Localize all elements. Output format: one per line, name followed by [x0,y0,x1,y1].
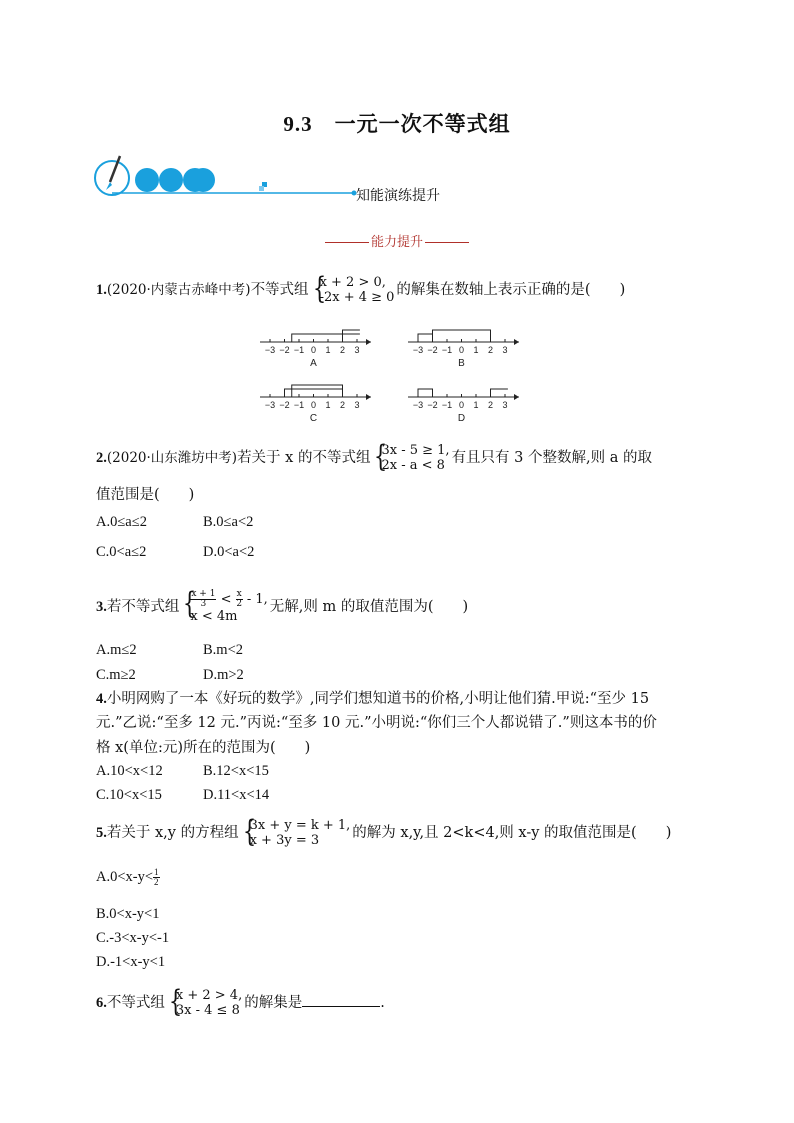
figure-label: D [457,413,466,424]
inequality-system: { x + 2 > 0, -2x + 4 ≥ 0 [312,271,395,306]
tick-label: −2 [427,400,438,410]
option-a[interactable]: A.m≤2 [96,642,137,658]
banner-graphic [92,152,372,204]
option-c[interactable]: C.10<x<15 [96,787,162,803]
system-line-2: -2x + 4 ≥ 0 [319,290,395,305]
section-title: 能力提升 [370,235,423,250]
solution-bracket [418,334,433,342]
question-text: 不等式组 [250,282,309,298]
question-4-line-1: 4.小明网购了一本《好玩的数学》,同学们想知道书的价格,小明让他们猜.甲说:“至少 15 [96,691,650,707]
arrow-icon [514,339,519,345]
tick-label: −3 [264,345,276,355]
tick-label: −1 [293,400,305,410]
question-text: 若关于 x,y 的方程组 [106,825,239,841]
arrow-icon [514,394,519,400]
question-2 [96,439,652,474]
tick-label: −1 [441,400,453,410]
question-text: 若关于 x 的不等式组 [237,450,371,466]
system-line-1: 3x - 5 ≥ 1, [381,443,450,458]
section-line-right [425,242,469,243]
banner-dot-2 [159,168,183,192]
system-line-1: 3x + y = k + 1, [249,818,351,833]
figure-label: C [309,413,318,424]
tick-label: 1 [473,345,479,355]
option-a[interactable]: A.0<x-y< $\frac{1}{2}$ [96,867,159,887]
question-text: 不等式组 [106,995,165,1011]
option-c[interactable]: C.m≥2 [96,667,136,683]
option-a[interactable]: A.10<x<12 [96,763,163,779]
title-text: 一元一次不等式组 [334,112,511,136]
equation-system: { 3x + y = k + 1, x + 3y = 3 [242,814,351,849]
question-1 [96,271,626,306]
system-line-1: x + 2 > 0, [319,275,386,290]
tick-label: 2 [339,400,346,410]
solution-bracket [292,334,360,342]
option-a[interactable]: A.0≤a≤2 [96,514,147,530]
tick-label: 3 [502,345,508,355]
option-d[interactable]: D.m>2 [203,667,244,683]
tick-label: 1 [473,400,479,410]
option-c[interactable]: C.-3<x-y<-1 [96,930,170,946]
arrow-icon [366,339,371,345]
tick-label: 3 [354,345,360,355]
system-line-2: x < 4m [190,609,238,624]
tick-label: −1 [293,345,305,355]
system-line-2: x + 3y = 3 [249,833,320,848]
tick-label: 0 [310,345,317,355]
fraction: $\frac{x}{2}$ [236,589,243,609]
question-text: 的解集是 [244,995,303,1011]
option-d[interactable]: D.-1<x-y<1 [96,954,166,970]
tick-label: 3 [354,400,360,410]
tick-label: 1 [325,400,331,410]
tick-label: −2 [279,400,290,410]
tick-label: 2 [487,345,494,355]
tick-label: −3 [412,345,424,355]
option-b[interactable]: B.m<2 [203,642,244,658]
answer-blank[interactable] [302,992,380,1007]
inequality-system: { x + 2 > 4, 3x - 4 ≤ 8 [168,984,243,1019]
figure-label: B [458,358,465,369]
system-line-1: x + 2 > 4, [175,988,243,1003]
banner-dot-1 [135,168,159,192]
question-number: 6. [96,995,107,1011]
question-source: (2020·内蒙古赤峰中考) [106,282,251,298]
question-2-line-2: 值范围是( ) [96,487,195,503]
question-text: 有且只有 3 个整数解,则 a 的取 [451,450,652,466]
question-number: 4. [96,691,107,707]
inequality-system: { $\frac{x + 1}{3}$ < $\frac{x}{2}$ - 1, x < 4m [183,586,268,624]
question-text: 若不等式组 [106,599,180,615]
tick-label: −2 [427,345,438,355]
figure-label: A [310,358,317,369]
tick-label: 1 [325,345,331,355]
question-6: 6.不等式组 { x + 2 > 4, 3x - 4 ≤ 8 的解集是 . [96,984,385,1019]
option-b[interactable]: B.12<x<15 [203,763,269,779]
question-4-line-2: 元.”乙说:“至多 12 元.”丙说:“至多 10 元.”小明说:“你们三个人都说错了.”则这本书的价 [96,715,657,731]
question-5 [96,814,672,849]
banner-label: 知能演练提升 [356,188,440,204]
option-c[interactable]: C.0<a≤2 [96,544,147,560]
question-text: 的解集在数轴上表示正确的是( ) [396,282,626,298]
tick-label: −3 [264,400,276,410]
question-number: 3. [96,599,107,615]
system-line-2: 2x - a < 8 [381,458,445,473]
tick-label: 3 [502,400,508,410]
title-number: 9.3 [283,112,313,136]
tick-label: 0 [310,400,317,410]
section-line-left [325,242,369,243]
tick-label: 0 [458,345,465,355]
tick-label: −2 [279,345,290,355]
number-line-figures [256,320,546,428]
tick-label: −1 [441,345,453,355]
fraction: $\frac{x + 1}{3}$ [191,589,216,609]
solution-bracket [418,389,433,397]
question-4-line-3: 格 x(单位:元)所在的范围为( ) [96,740,311,756]
tick-label: −3 [412,400,424,410]
inequality-system: { 3x - 5 ≥ 1, 2x - a < 8 [374,439,450,474]
tick-label: 0 [458,400,465,410]
page-title [0,108,794,138]
question-number: 5. [96,825,107,841]
banner-dot-4 [191,168,215,192]
question-number: 1. [96,282,107,298]
question-source: (2020·山东潍坊中考) [106,450,238,466]
question-number: 2. [96,450,107,466]
arrow-icon [366,394,371,400]
option-b[interactable]: B.0≤a<2 [203,514,254,530]
system-line-2: 3x - 4 ≤ 8 [175,1003,240,1018]
question-text: 的解为 x,y,且 2<k<4,则 x-y 的取值范围是( ) [352,825,672,841]
question-3 [96,586,469,624]
option-b[interactable]: B.0<x-y<1 [96,906,160,922]
fraction: $\frac{1}{2}$ [154,867,159,887]
section-header [0,231,794,250]
tick-label: 2 [487,400,494,410]
tick-label: 2 [339,345,346,355]
banner-square-2 [259,186,264,191]
option-d[interactable]: D.11<x<14 [203,787,270,803]
option-d[interactable]: D.0<a<2 [203,544,255,560]
question-text: 无解,则 m 的取值范围为( ) [269,599,469,615]
